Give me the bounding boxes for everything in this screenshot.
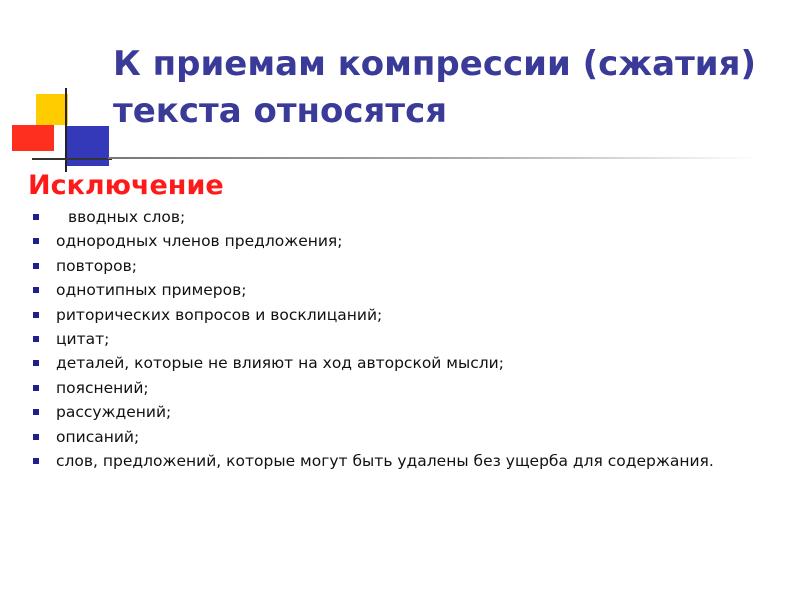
list-item-text: рассуждений; <box>56 403 172 422</box>
list-item <box>0 278 770 302</box>
title-divider <box>108 157 758 159</box>
subheading: Исключение <box>28 170 224 201</box>
list-item <box>0 376 770 400</box>
slide-title: К приемам компрессии (сжатия) текста относятся <box>113 44 756 131</box>
square-bullet-icon <box>33 336 39 342</box>
square-bullet-icon <box>33 238 39 244</box>
list-item-text: повторов; <box>56 256 137 275</box>
square-bullet-icon <box>33 458 39 464</box>
square-bullet-icon <box>33 312 39 318</box>
list-item <box>0 254 770 278</box>
list-item <box>0 303 770 327</box>
list-item <box>0 327 770 351</box>
list-item <box>0 400 770 424</box>
blue-square-shape <box>67 126 109 166</box>
square-bullet-icon <box>33 214 39 220</box>
list-item-text: однородных членов предложения; <box>56 232 343 251</box>
red-square-shape <box>12 125 54 151</box>
list-item-text: слов, предложений, которые могут быть удалены без ущерба для содержания. <box>56 452 714 471</box>
square-bullet-icon <box>33 263 39 269</box>
list-item-text: описаний; <box>56 427 140 446</box>
list-item-text: пояснений; <box>56 378 149 397</box>
list-item <box>0 229 770 253</box>
square-bullet-icon <box>33 360 39 366</box>
square-bullet-icon <box>33 385 39 391</box>
list-item <box>0 351 770 375</box>
list-item-text: цитат; <box>56 330 110 349</box>
square-bullet-icon <box>33 287 39 293</box>
square-bullet-icon <box>33 434 39 440</box>
list-item <box>0 449 770 473</box>
bullet-list <box>0 205 770 473</box>
list-item-text: риторических вопросов и восклицаний; <box>56 305 383 324</box>
list-item-text: однотипных примеров; <box>56 281 247 300</box>
list-item <box>0 205 770 229</box>
list-item <box>0 425 770 449</box>
list-item-text: вводных слов; <box>68 208 186 226</box>
square-bullet-icon <box>33 409 39 415</box>
list-item-text: деталей, которые не влияют на ход авторской мысли; <box>56 354 504 373</box>
yellow-square-shape <box>36 94 68 125</box>
logo-horizontal-line <box>32 158 112 160</box>
